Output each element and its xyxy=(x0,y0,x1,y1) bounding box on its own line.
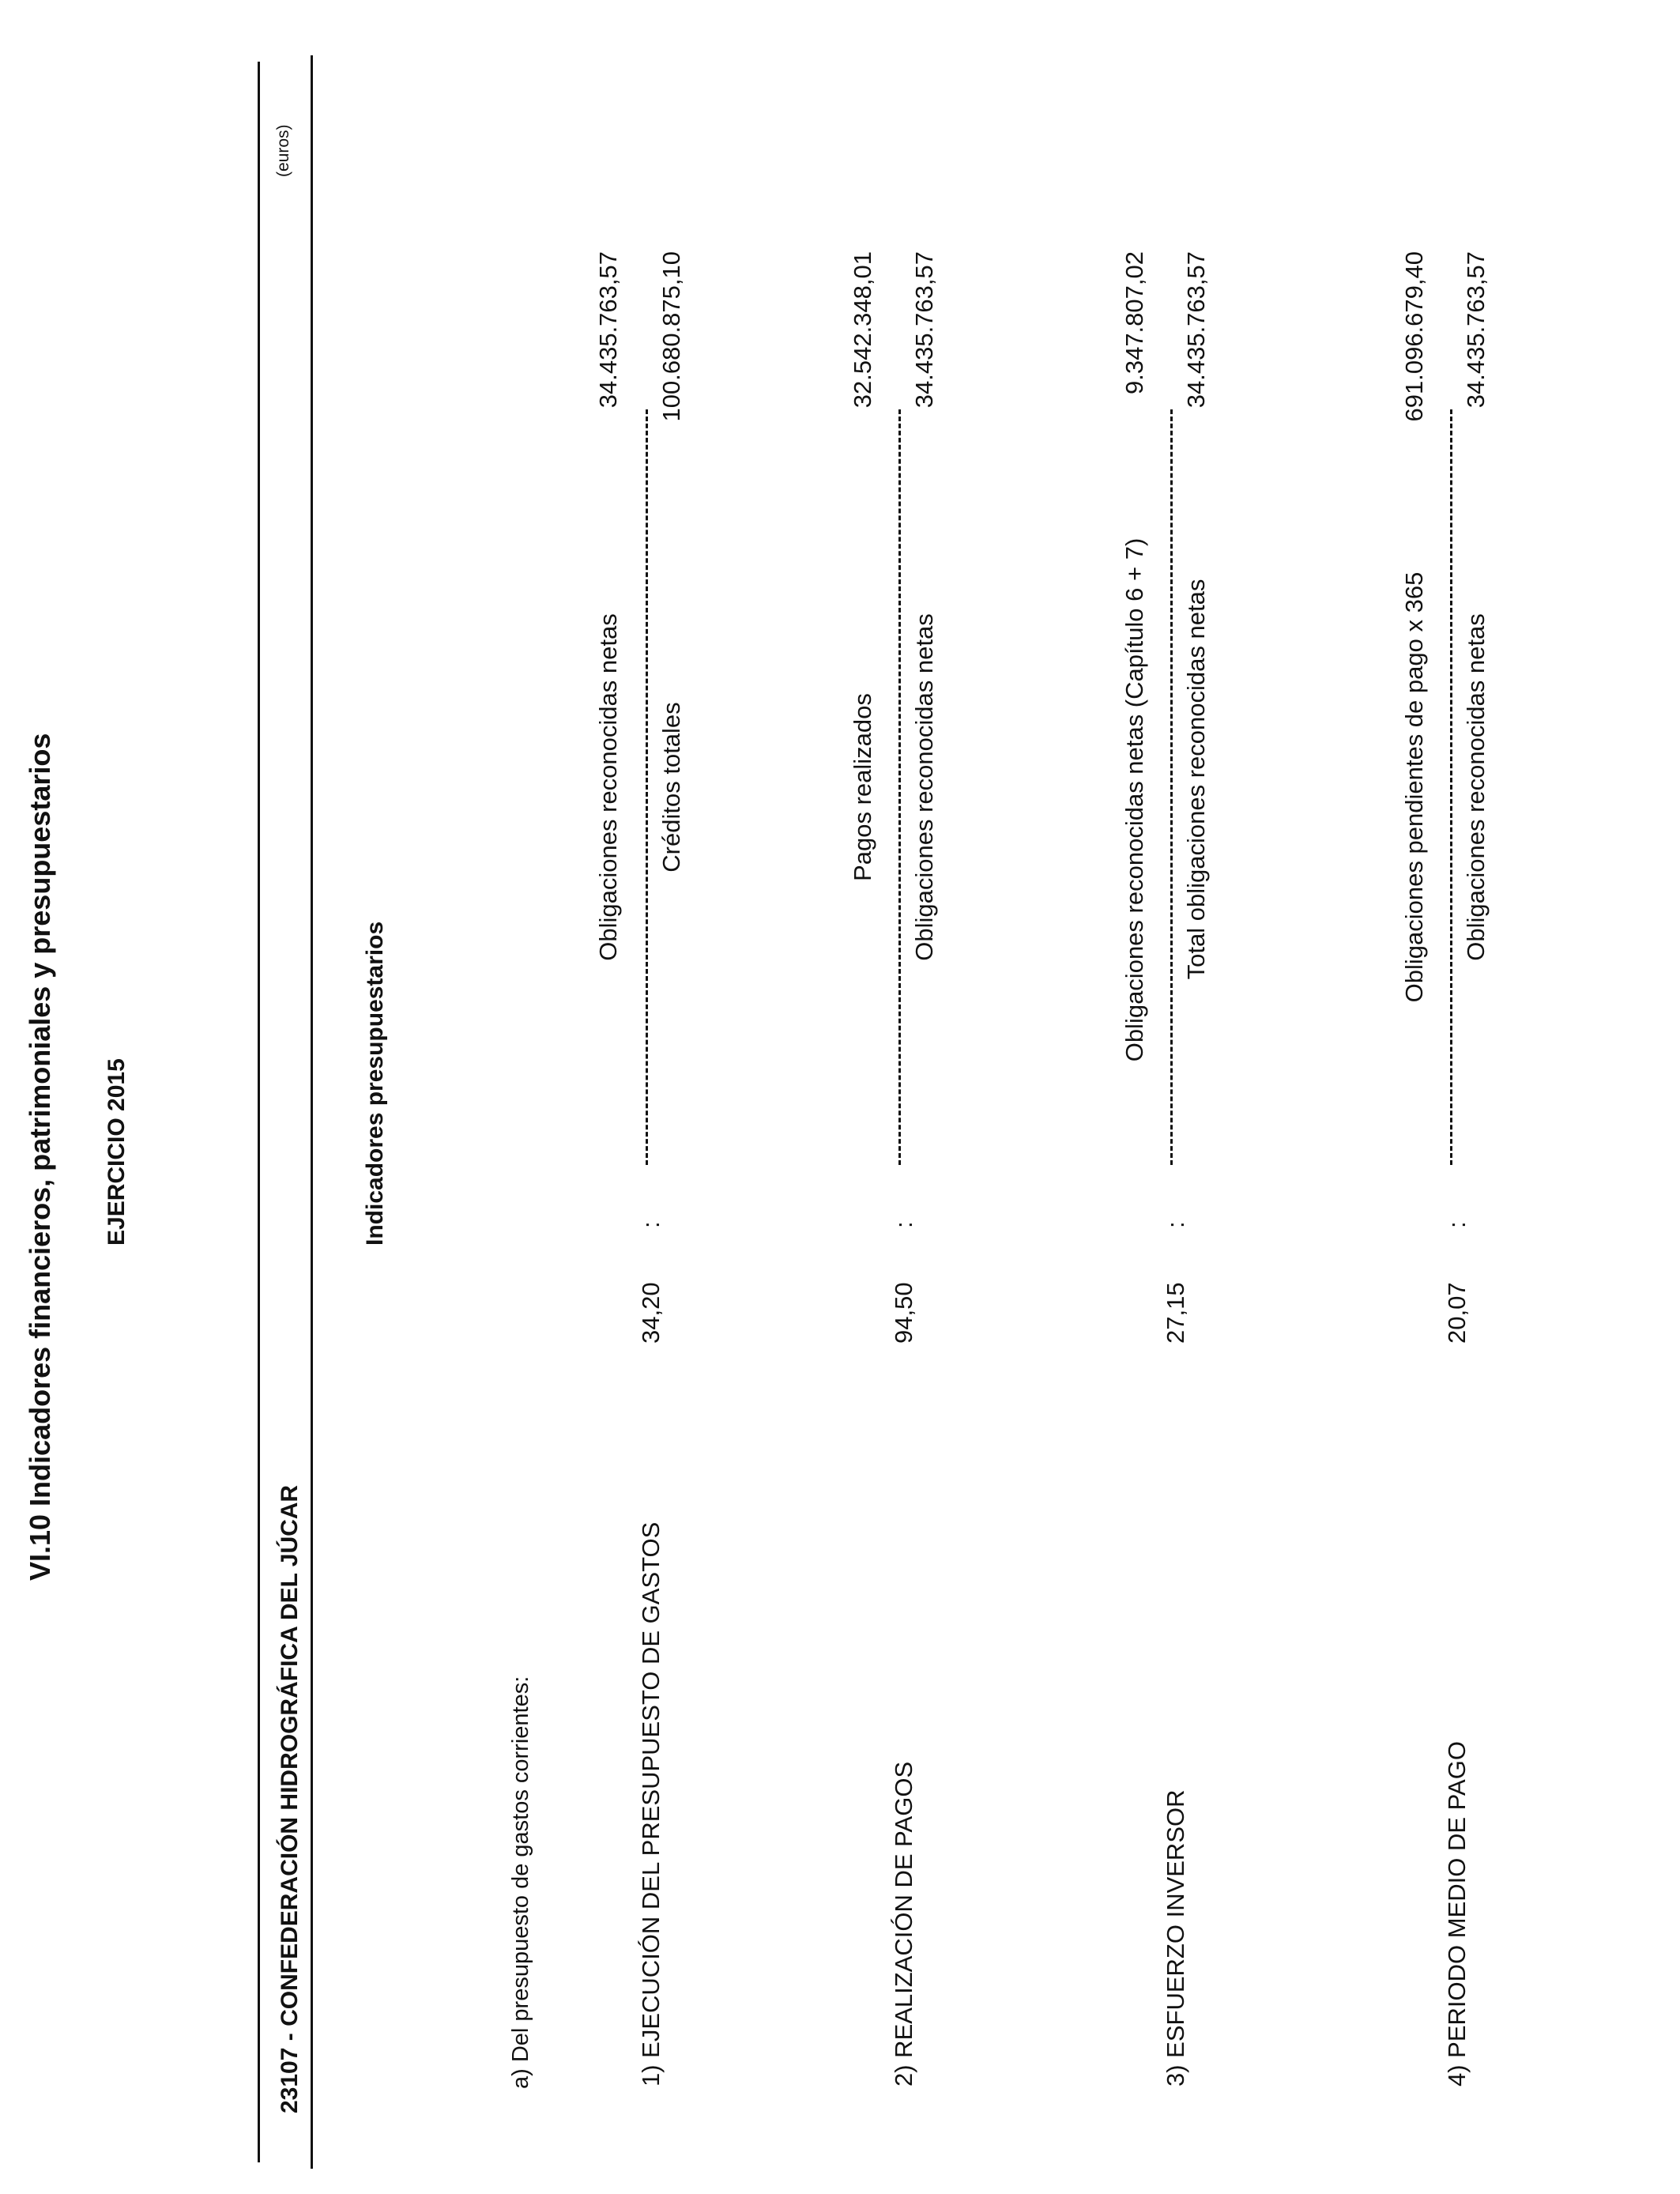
exercise-label: EJERCICIO 2015 xyxy=(104,1058,130,1246)
indicator-value: 94,50 xyxy=(890,1282,917,1344)
entity-heading: 23107 - CONFEDERACIÓN HIDROGRÁFICA DEL JÚCAR xyxy=(277,1484,303,2113)
fraction-line xyxy=(1170,409,1173,1165)
denominator-value: 34.435.763,57 xyxy=(910,251,938,409)
colon-separator: : xyxy=(1443,1221,1471,1228)
denominator-label: Obligaciones reconocidas netas xyxy=(1462,613,1490,961)
numerator-value: 34.435.763,57 xyxy=(594,251,622,409)
denominator-value: 100.680.875,10 xyxy=(657,251,685,422)
units-label: (euros) xyxy=(274,124,292,177)
numerator-label: Obligaciones reconocidas netas xyxy=(594,613,622,961)
indicator-value: 34,20 xyxy=(637,1282,665,1344)
colon-separator: : xyxy=(890,1221,917,1228)
numerator-label: Pagos realizados xyxy=(849,693,876,881)
indicator-value: 27,15 xyxy=(1162,1282,1189,1344)
colon-separator: : xyxy=(1162,1221,1189,1228)
numerator-label: Obligaciones reconocidas netas (Capítulo 6 + 7) xyxy=(1121,537,1148,1062)
section-heading: Indicadores presupuestarios xyxy=(362,921,388,1246)
indicator-value: 20,07 xyxy=(1443,1282,1471,1344)
subsection-heading: a) Del presupuesto de gastos corrientes: xyxy=(508,1676,533,2089)
indicator-label: 4) PERIODO MEDIO DE PAGO xyxy=(1443,1741,1471,2087)
header-rule xyxy=(311,55,313,2169)
report-title: VI.10 Indicadores financieros, patrimoniales y presupuestarios xyxy=(24,733,56,1581)
indicator-label: 2) REALIZACIÓN DE PAGOS xyxy=(890,1761,917,2087)
denominator-label: Obligaciones reconocidas netas xyxy=(910,613,938,961)
numerator-value: 32.542.348,01 xyxy=(849,251,876,409)
indicator-label: 3) ESFUERZO INVERSOR xyxy=(1162,1789,1189,2087)
fraction-line xyxy=(898,409,901,1165)
numerator-value: 9.347.807,02 xyxy=(1121,251,1148,395)
numerator-label: Obligaciones pendientes de pago x 365 xyxy=(1400,571,1428,1003)
fraction-line xyxy=(1450,409,1452,1165)
indicator-label: 1) EJECUCIÓN DEL PRESUPUESTO DE GASTOS xyxy=(637,1521,665,2087)
colon-separator: : xyxy=(637,1221,665,1228)
denominator-value: 34.435.763,57 xyxy=(1462,251,1490,409)
denominator-label: Total obligaciones reconocidas netas xyxy=(1182,579,1210,980)
denominator-value: 34.435.763,57 xyxy=(1182,251,1210,409)
numerator-value: 691.096.679,40 xyxy=(1400,251,1428,422)
denominator-label: Créditos totales xyxy=(657,702,685,873)
fraction-line xyxy=(646,409,648,1165)
top-rule xyxy=(258,62,260,2162)
